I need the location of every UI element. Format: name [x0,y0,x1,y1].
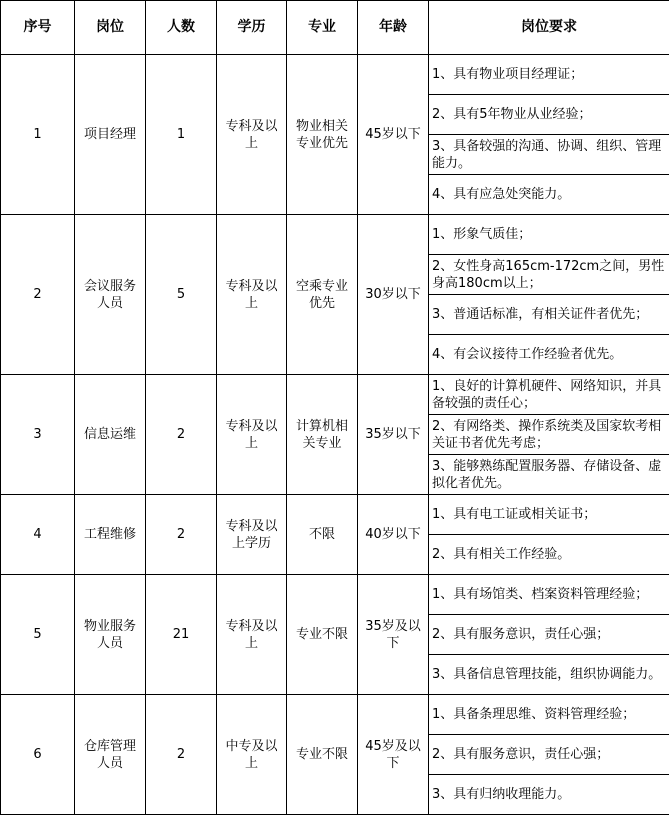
cell-position: 工程维修 [75,495,146,575]
header-row [1,1,669,55]
cell-requirement: 1、具有场馆类、档案资料管理经验； [429,575,669,615]
cell-education: 专科及以上 [217,55,287,215]
cell-requirement: 1、良好的计算机硬件、网络知识，并具备较强的责任心； [429,375,669,415]
cell-count: 2 [146,695,217,815]
cell-position: 仓库管理人员 [75,695,146,815]
cell-requirement: 1、具备条理思维、资料管理经验； [429,695,669,735]
cell-requirement: 4、具有应急处突能力。 [429,175,669,215]
cell-age: 45岁以下 [358,55,429,215]
cell-requirement: 2、具有服务意识，责任心强； [429,615,669,655]
header-requirements: 岗位要求 [429,1,669,55]
header-major: 专业 [287,1,358,55]
cell-education: 中专及以上 [217,695,287,815]
table-row [1,55,669,95]
cell-requirement: 3、能够熟练配置服务器、存储设备、虚拟化者优先。 [429,455,669,495]
cell-education: 专科及以上学历 [217,495,287,575]
cell-major: 空乘专业优先 [287,215,358,375]
cell-major: 物业相关专业优先 [287,55,358,215]
table-row [1,375,669,415]
cell-education: 专科及以上 [217,575,287,695]
header-education: 学历 [217,1,287,55]
cell-position: 物业服务人员 [75,575,146,695]
cell-requirement: 2、具有相关工作经验。 [429,535,669,575]
cell-seq: 5 [1,575,75,695]
cell-count: 21 [146,575,217,695]
cell-count: 1 [146,55,217,215]
table-row [1,575,669,615]
table-row [1,495,669,535]
cell-requirement: 2、具有服务意识，责任心强； [429,735,669,775]
cell-age: 35岁以下 [358,375,429,495]
cell-requirement: 3、普通话标准，有相关证件者优先； [429,295,669,335]
cell-position: 信息运维 [75,375,146,495]
cell-seq: 3 [1,375,75,495]
cell-requirement: 1、具有电工证或相关证书； [429,495,669,535]
cell-position: 项目经理 [75,55,146,215]
cell-requirement: 2、具有5年物业从业经验； [429,95,669,135]
cell-requirement: 2、女性身高165cm-172cm之间，男性身高180cm以上； [429,255,669,295]
cell-requirement: 1、形象气质佳； [429,215,669,255]
header-count: 人数 [146,1,217,55]
cell-position: 会议服务人员 [75,215,146,375]
cell-seq: 2 [1,215,75,375]
cell-requirement: 2、有网络类、操作系统类及国家软考相关证书者优先考虑； [429,415,669,455]
cell-count: 2 [146,495,217,575]
header-position: 岗位 [75,1,146,55]
cell-count: 2 [146,375,217,495]
cell-major: 专业不限 [287,575,358,695]
cell-seq: 1 [1,55,75,215]
cell-seq: 4 [1,495,75,575]
cell-age: 30岁以下 [358,215,429,375]
cell-seq: 6 [1,695,75,815]
header-age: 年龄 [358,1,429,55]
cell-education: 专科及以上 [217,375,287,495]
header-seq: 序号 [1,1,75,55]
cell-major: 专业不限 [287,695,358,815]
cell-requirement: 4、有会议接待工作经验者优先。 [429,335,669,375]
cell-education: 专科及以上 [217,215,287,375]
cell-requirement: 3、具有归纳收理能力。 [429,775,669,815]
cell-major: 计算机相关专业 [287,375,358,495]
cell-requirement: 1、具有物业项目经理证； [429,55,669,95]
cell-major: 不限 [287,495,358,575]
cell-age: 45岁及以下 [358,695,429,815]
cell-age: 40岁以下 [358,495,429,575]
table-row [1,215,669,255]
cell-age: 35岁及以下 [358,575,429,695]
cell-requirement: 3、具备信息管理技能，组织协调能力。 [429,655,669,695]
table-row [1,695,669,735]
cell-requirement: 3、具备较强的沟通、协调、组织、管理能力。 [429,135,669,175]
cell-count: 5 [146,215,217,375]
